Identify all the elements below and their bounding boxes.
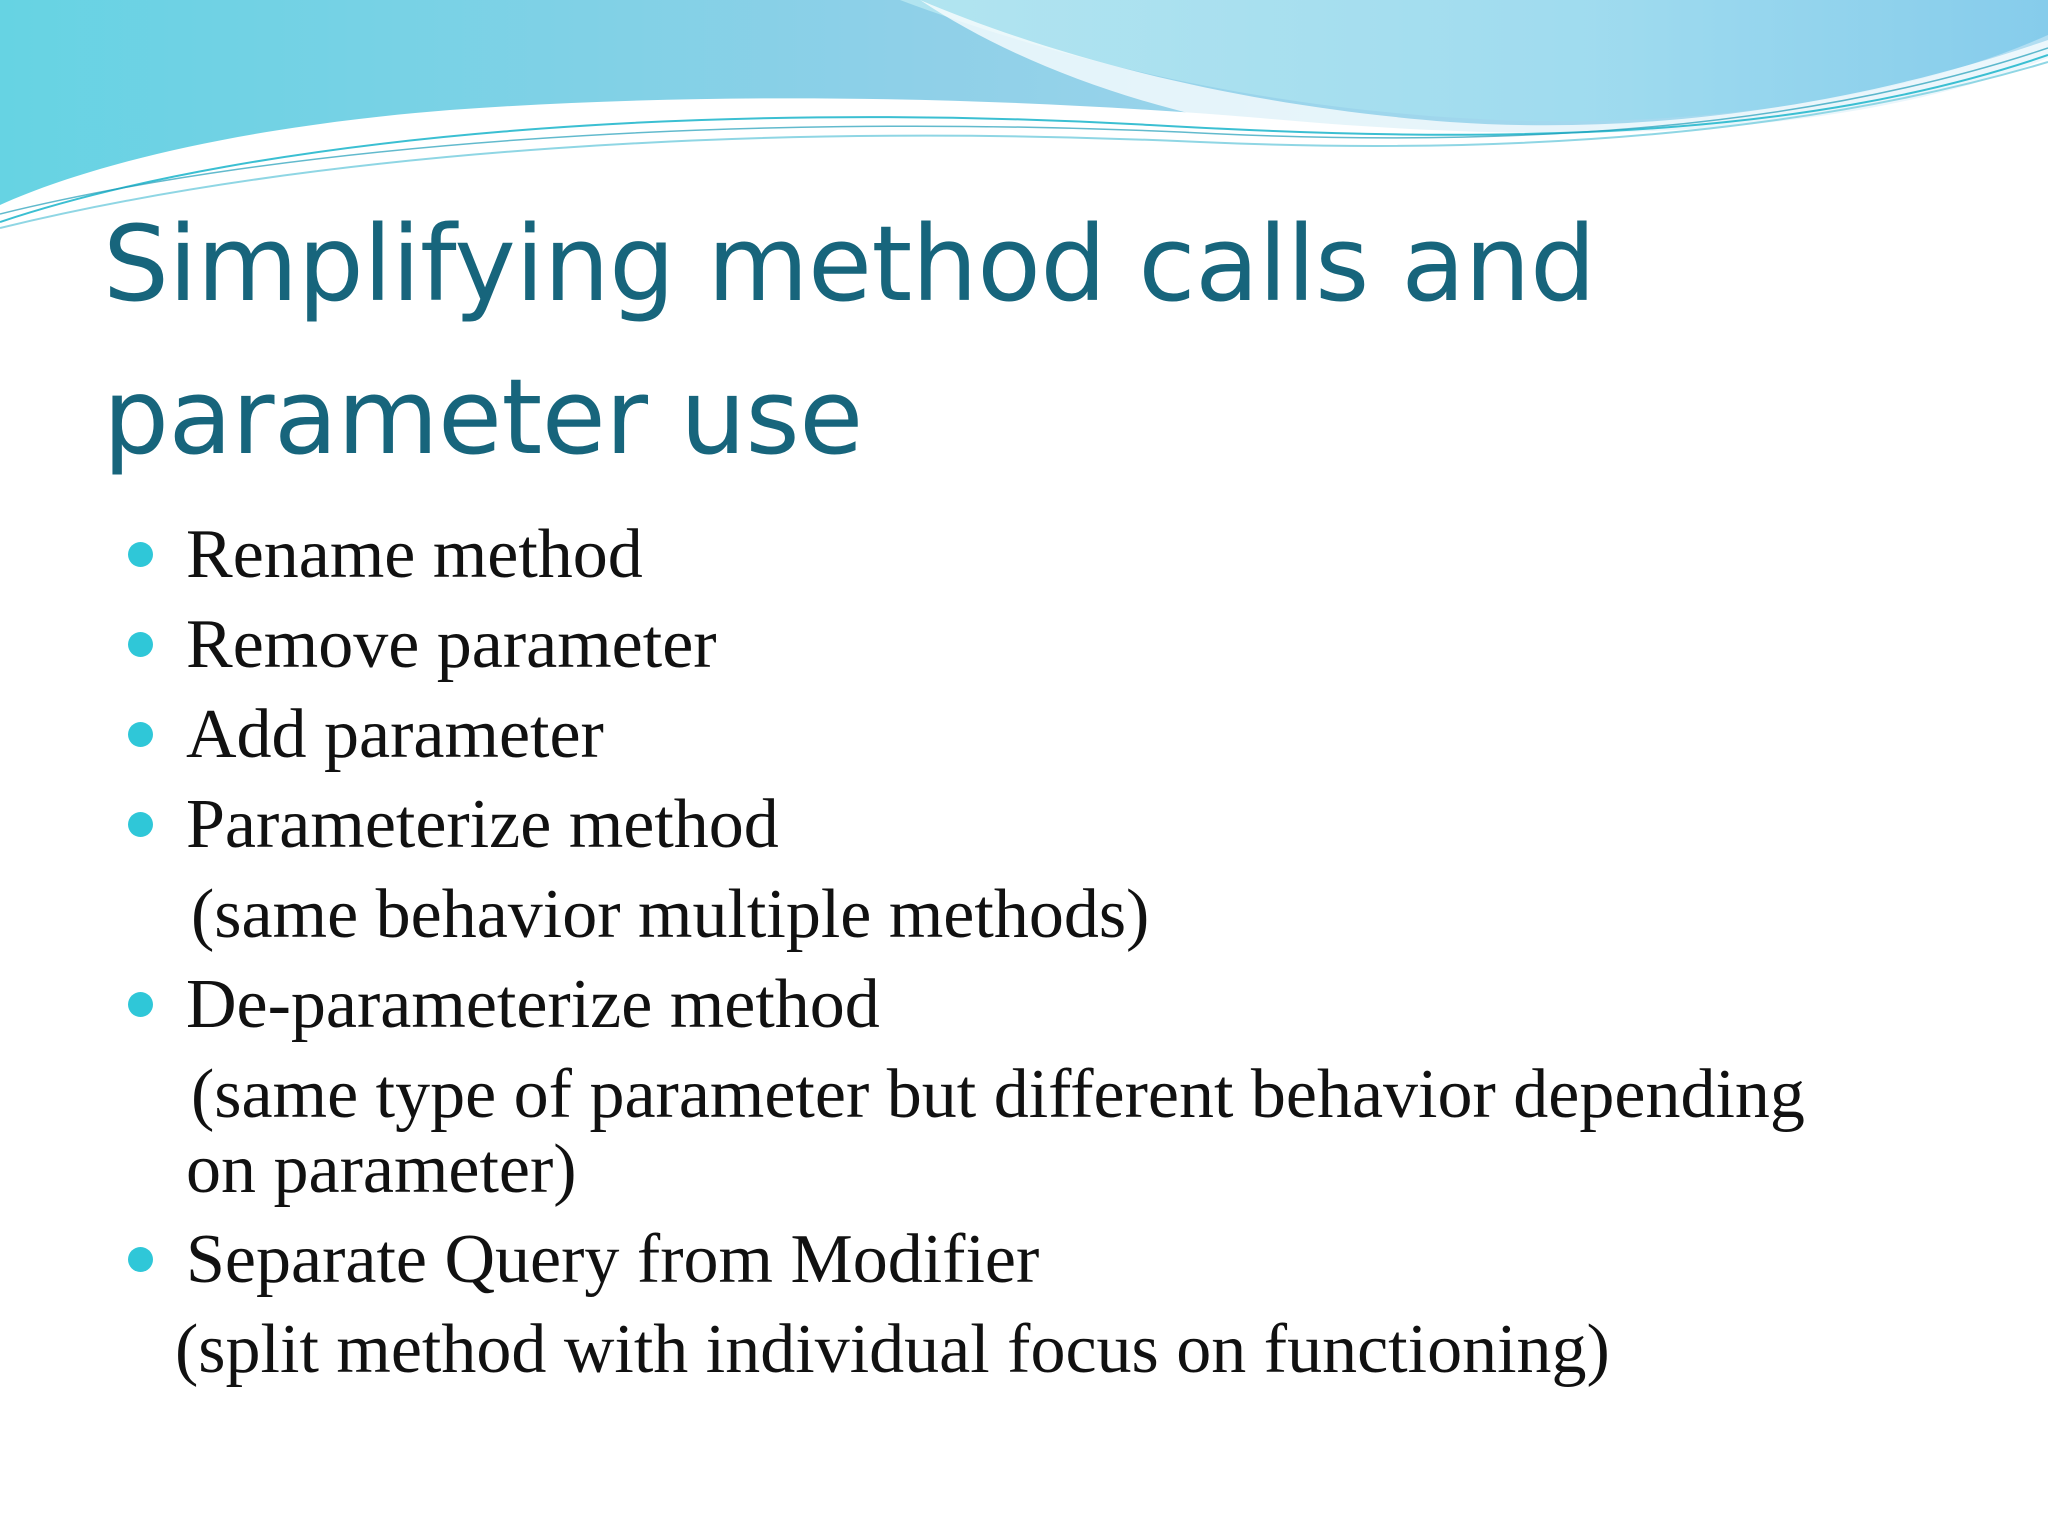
- bullet-label: Remove parameter: [186, 606, 717, 683]
- title-line-2: parameter use: [103, 356, 863, 478]
- bullet-label: Rename method: [186, 516, 643, 593]
- bullet-dot-icon: [128, 632, 153, 657]
- bullet-add-parameter: [186, 695, 604, 775]
- bullet-parameterize-method: [186, 785, 779, 865]
- bullet-note-parameterize: (same behavior multiple methods): [191, 876, 1150, 953]
- bullet-rename-method: [186, 515, 643, 595]
- bullet-dot-icon: [128, 542, 153, 567]
- bullet-remove-parameter: [186, 605, 717, 685]
- bullet-label: Add parameter: [186, 696, 604, 773]
- bullet-label: De-parameterize method: [186, 966, 880, 1043]
- bullet-dot-icon: [128, 812, 153, 837]
- bullet-note-de-parameterize-line-2: on parameter): [186, 1131, 577, 1208]
- bullet-dot-icon: [128, 1247, 153, 1272]
- bullet-separate-query: [186, 1220, 1039, 1300]
- bullet-de-parameterize-method: [186, 965, 880, 1045]
- bullet-label: Parameterize method: [186, 786, 779, 863]
- bullet-note-separate-query: (split method with individual focus on functioning): [175, 1311, 1610, 1388]
- title-line-1: Simplifying method calls and: [103, 203, 1596, 325]
- bullet-dot-icon: [128, 992, 153, 1017]
- bullet-dot-icon: [128, 722, 153, 747]
- bullet-label: Separate Query from Modifier: [186, 1221, 1040, 1298]
- bullet-note-de-parameterize-line-1: (same type of parameter but different behavior depending: [191, 1056, 1805, 1133]
